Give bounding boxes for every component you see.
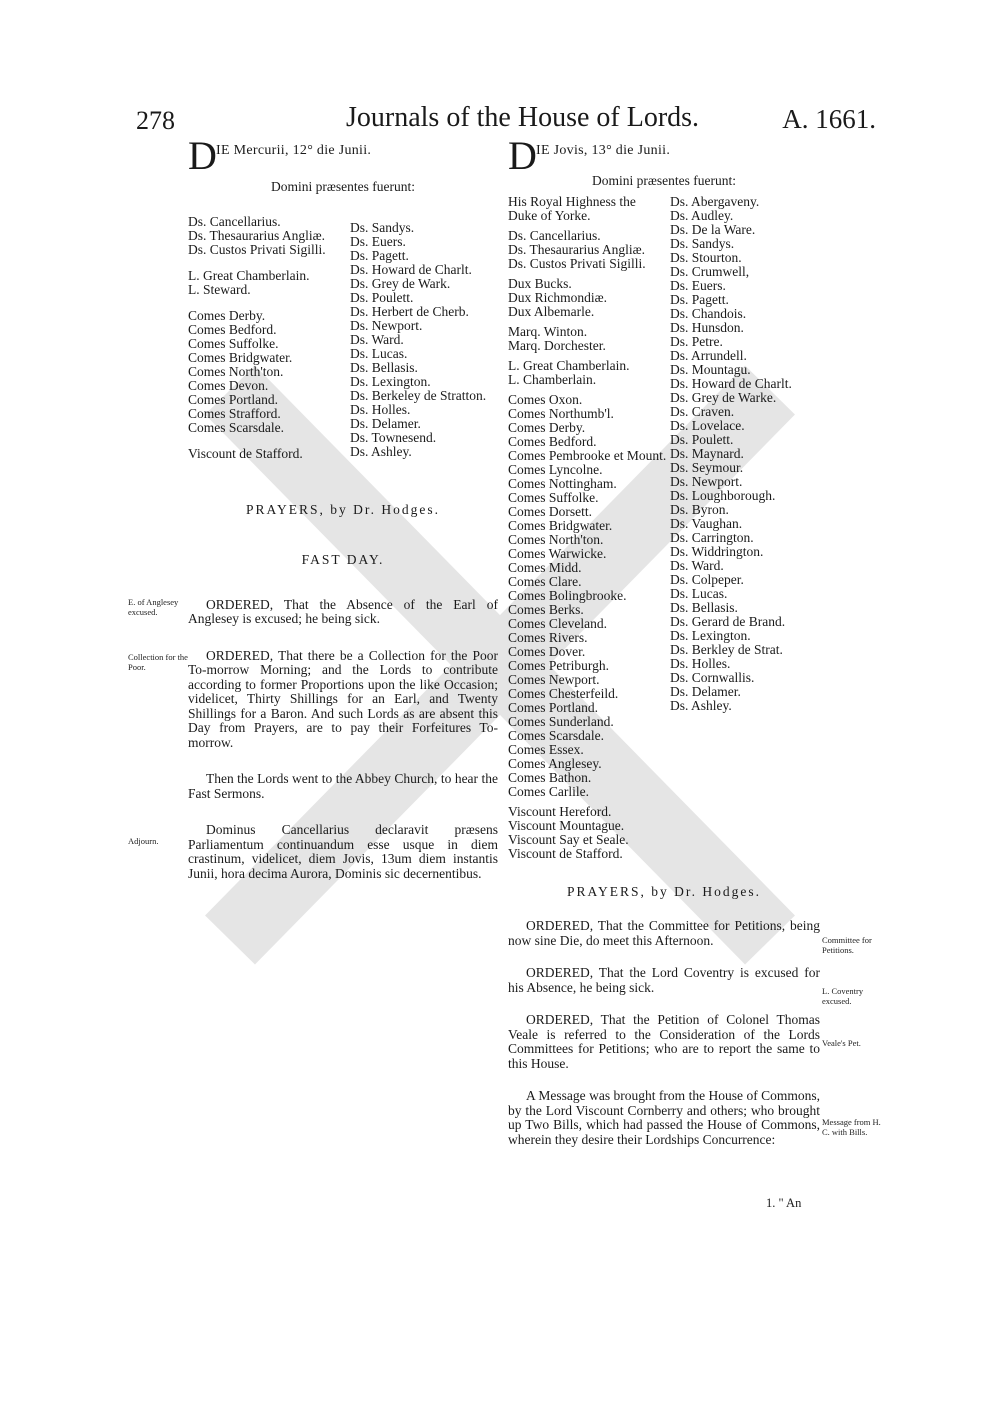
year-label: A. 1661.: [782, 104, 876, 134]
attendance-column-b: [350, 215, 498, 461]
lord-name: Ds. Sandys.: [670, 235, 735, 251]
lord-name: Comes Lyncolne.: [508, 461, 603, 477]
lord-name: Comes Dorsett.: [508, 503, 592, 519]
order-paragraph: ORDERED, That the Petition of Colonel Thomas Veale is referred to the Consideration of the Lords Committees for Petitions; who are to report the same to this House.: [508, 1012, 820, 1071]
drop-cap: D: [188, 133, 217, 178]
lord-name: Ds. Thesaurarius Angliæ.: [188, 227, 325, 243]
lord-name: Comes Sunderland.: [508, 713, 614, 729]
lord-name: Viscount Say et Seale.: [508, 831, 629, 847]
lord-name: Ds. Colpeper.: [670, 571, 744, 587]
order-paragraph: ORDERED, That the Absence of the Earl of Anglesey is excused; he being sick.: [188, 596, 498, 626]
lord-name: Comes Derby.: [508, 419, 586, 435]
lord-name: Comes Anglesey.: [508, 755, 602, 771]
lord-name: Ds. Howard de Charlt.: [350, 261, 472, 277]
day-heading-right: [508, 133, 820, 178]
lord-name: Comes Carlile.: [508, 783, 589, 799]
lord-name: Ds. Ashley.: [350, 443, 412, 459]
fast-day-heading: FAST DAY.: [301, 552, 385, 567]
lord-name: Ds. Carrington.: [670, 529, 754, 545]
page-header: [136, 98, 876, 138]
lord-name: Ds. Abergaveny.: [670, 193, 760, 209]
lord-name: Comes Portland.: [188, 391, 278, 407]
order-paragraph: Dominus Cancellarius declaravit præsens Parliamentum continuandum esse usque in diem crastinum, videlicet, diem Jovis, 13um diem instantis Junii, hora decima Aurora, Dominis sic decernentibus.: [188, 822, 498, 881]
lord-name: Ds. Petre.: [670, 333, 723, 349]
lord-name: Dux Richmondiæ.: [508, 289, 608, 305]
lord-name: Ds. Lexington.: [350, 373, 431, 389]
margin-note: E. of Anglesey excused.: [128, 597, 179, 617]
margin-note: Veale's Pet.: [822, 1038, 861, 1048]
lord-name: Ds. Cornwallis.: [670, 669, 755, 685]
lord-name: L. Chamberlain.: [508, 371, 597, 387]
order-paragraph: A Message was brought from the House of Commons, by the Lord Viscount Cornberry and others; who brought up Two Bills, which had passed the House of Commons, wherein they desire their Lordships Concurrence:: [508, 1088, 820, 1147]
lord-name: Duke of Yorke.: [508, 207, 591, 223]
lord-name: Ds. Euers.: [350, 233, 406, 249]
lord-name: Comes North'ton.: [508, 531, 604, 547]
lord-name: Ds. Pagett.: [350, 247, 409, 263]
lord-name: Ds. Hunsdon.: [670, 319, 744, 335]
lord-name: Ds. Holles.: [670, 655, 731, 671]
lord-name: Ds. Berkley de Strat.: [670, 641, 783, 657]
lord-name: Comes Berks.: [508, 601, 584, 617]
attendance-column-a: [508, 195, 670, 861]
margin-note: Collection for the Poor.: [128, 652, 188, 672]
margin-note: Committee for Petitions.: [822, 935, 872, 955]
order-paragraph: ORDERED, That the Lord Coventry is excused for his Absence, he being sick.: [508, 965, 820, 995]
lord-name: Ds. Custos Privati Sigilli.: [188, 241, 326, 257]
lord-name: Viscount de Stafford.: [188, 445, 303, 461]
lord-name: Ds. Vaughan.: [670, 515, 743, 531]
lord-name: Ds. Custos Privati Sigilli.: [508, 255, 646, 271]
lord-name: Ds. Mountagu.: [670, 361, 751, 377]
lord-name: Comes Bedford.: [508, 433, 597, 449]
lord-name: Ds. Newport.: [670, 473, 743, 489]
lord-name: Ds. Chandois.: [670, 305, 747, 321]
lord-name: Ds. Lexington.: [670, 627, 751, 643]
lord-name: Ds. Bellasis.: [670, 599, 738, 615]
lord-name: Ds. Bellasis.: [350, 359, 418, 375]
page-number: 278: [136, 106, 175, 135]
lord-name: Comes Bedford.: [188, 321, 277, 337]
lord-name: Ds. Euers.: [670, 277, 726, 293]
lord-name: Comes Scarsdale.: [188, 419, 284, 435]
lord-name: Ds. Byron.: [670, 501, 729, 517]
lord-name: Comes Oxon.: [508, 391, 583, 407]
lord-name: Ds. Maynard.: [670, 445, 744, 461]
prayers-heading: PRAYERS, by Dr. Hodges.: [245, 501, 441, 517]
lord-name: Ds. Berkeley de Stratton.: [350, 387, 487, 403]
attendance-list-right: [508, 195, 820, 861]
lord-name: Ds. Howard de Charlt.: [670, 375, 792, 391]
lord-name: Comes Strafford.: [188, 405, 281, 421]
margin-note: Adjourn.: [128, 836, 159, 846]
lord-name: L. Steward.: [188, 281, 251, 297]
lord-name: Ds. Craven.: [670, 403, 735, 419]
lord-name: Ds. Lovelace.: [670, 417, 745, 433]
running-title: Journals of the House of Lords.: [346, 102, 700, 133]
lord-name: Marq. Winton.: [508, 323, 588, 339]
lord-name: Comes Bolingbrooke.: [508, 587, 627, 603]
lord-name: Comes Midd.: [508, 559, 582, 575]
lord-name: Ds. Loughborough.: [670, 487, 776, 503]
lord-name: Comes Clare.: [508, 573, 582, 589]
lord-name: Viscount Mountague.: [508, 817, 625, 833]
lord-name: Ds. Cancellarius.: [188, 213, 281, 229]
lord-name: Dux Bucks.: [508, 275, 572, 291]
lord-name: Comes Newport.: [508, 671, 600, 687]
lord-name: Comes Derby.: [188, 307, 266, 323]
lord-name: Ds. Cancellarius.: [508, 227, 601, 243]
lord-name: Ds. Delamer.: [350, 415, 421, 431]
lord-name: Comes Suffolke.: [508, 489, 599, 505]
lord-name: Comes Bridgwater.: [188, 349, 293, 365]
day-heading-left: [188, 133, 498, 178]
lord-name: Ds. Lucas.: [670, 585, 728, 601]
lord-name: His Royal Highness the: [508, 193, 636, 209]
left-column: [188, 133, 498, 881]
lord-name: Comes Portland.: [508, 699, 598, 715]
lord-name: Ds. Gerard de Brand.: [670, 613, 786, 629]
present-heading: Domini præsentes fuerunt:: [592, 173, 736, 188]
lord-name: Comes Suffolke.: [188, 335, 279, 351]
lord-name: Viscount de Stafford.: [508, 845, 623, 861]
attendance-list-left: [188, 215, 498, 461]
order-paragraph: ORDERED, That there be a Collection for the Poor To-morrow Morning; and the Lords to contribute according to former Proportions upon the like Occasion; videlicet, Thirty Shillings for an Earl, and Twenty Shillings for a Baron. And such Lords as are absent this Day from Prayers, are to pay their Forfeitures To-morrow.: [188, 647, 498, 750]
lord-name: Ds. Stourton.: [670, 249, 742, 265]
lord-name: Ds. Townesend.: [350, 429, 437, 445]
lord-name: Ds. Newport.: [350, 317, 423, 333]
lord-name: Comes Nottingham.: [508, 475, 617, 491]
lord-name: Ds. Seymour.: [670, 459, 744, 475]
lord-name: Comes Dover.: [508, 643, 586, 659]
lord-name: Ds. Grey de Wark.: [350, 275, 451, 291]
lord-name: Comes North'ton.: [188, 363, 284, 379]
lord-name: Ds. Poulett.: [670, 431, 734, 447]
lord-name: Ds. Sandys.: [350, 219, 415, 235]
margin-note: L. Coventry excused.: [822, 986, 864, 1006]
lord-name: Dux Albemarle.: [508, 303, 595, 319]
lord-name: Ds. Ashley.: [670, 697, 732, 713]
drop-cap: D: [508, 133, 537, 178]
lord-name: Comes Devon.: [188, 377, 269, 393]
present-heading: Domini præsentes fuerunt:: [271, 179, 415, 194]
order-paragraph: ORDERED, That the Committee for Petitions, being now sine Die, do meet this Afternoon.: [508, 918, 820, 948]
lord-name: Comes Pembrooke et Mount.: [508, 447, 667, 463]
lord-name: Ds. De la Ware.: [670, 221, 756, 237]
lord-name: Ds. Pagett.: [670, 291, 729, 307]
lord-name: Marq. Dorchester.: [508, 337, 606, 353]
lord-name: Comes Bridgwater.: [508, 517, 613, 533]
lord-name: Comes Warwicke.: [508, 545, 607, 561]
lord-name: Ds. Ward.: [350, 331, 404, 347]
lord-name: L. Great Chamberlain.: [188, 267, 310, 283]
lord-name: Ds. Delamer.: [670, 683, 741, 699]
order-paragraph: Then the Lords went to the Abbey Church, to hear the Fast Sermons.: [188, 771, 498, 801]
lord-name: Comes Essex.: [508, 741, 584, 757]
lord-name: Ds. Widdrington.: [670, 543, 764, 559]
lord-name: Ds. Lucas.: [350, 345, 408, 361]
lord-name: Ds. Poulett.: [350, 289, 414, 305]
lord-name: Comes Scarsdale.: [508, 727, 604, 743]
lord-name: Comes Petriburgh.: [508, 657, 609, 673]
lord-name: Ds. Crumwell,: [670, 263, 750, 279]
margin-note: Message from H. C. with Bills.: [822, 1117, 881, 1137]
lord-name: Comes Rivers.: [508, 629, 588, 645]
lord-name: Ds. Ward.: [670, 557, 724, 573]
lord-name: Ds. Holles.: [350, 401, 411, 417]
catchword: 1. " An: [766, 1196, 802, 1210]
prayers-heading: PRAYERS, by Dr. Hodges.: [566, 883, 762, 899]
lord-name: Ds. Grey de Warke.: [670, 389, 777, 405]
right-column: [508, 133, 820, 1147]
lord-name: Ds. Herbert de Cherb.: [350, 303, 469, 319]
attendance-column-a: [188, 215, 350, 461]
lord-name: Comes Northumb'l.: [508, 405, 614, 421]
day-heading-text: IE Mercurii, 12° die Junii.: [216, 143, 372, 158]
lord-name: Comes Bathon.: [508, 769, 592, 785]
lord-name: Ds. Audley.: [670, 207, 734, 223]
lord-name: Comes Chesterfeild.: [508, 685, 619, 701]
lord-name: L. Great Chamberlain.: [508, 357, 630, 373]
attendance-column-b: [670, 195, 820, 861]
day-heading-text: IE Jovis, 13° die Junii.: [536, 143, 671, 158]
lord-name: Ds. Thesaurarius Angliæ.: [508, 241, 645, 257]
lord-name: Comes Cleveland.: [508, 615, 607, 631]
lord-name: Ds. Arrundell.: [670, 347, 747, 363]
lord-name: Viscount Hereford.: [508, 803, 612, 819]
